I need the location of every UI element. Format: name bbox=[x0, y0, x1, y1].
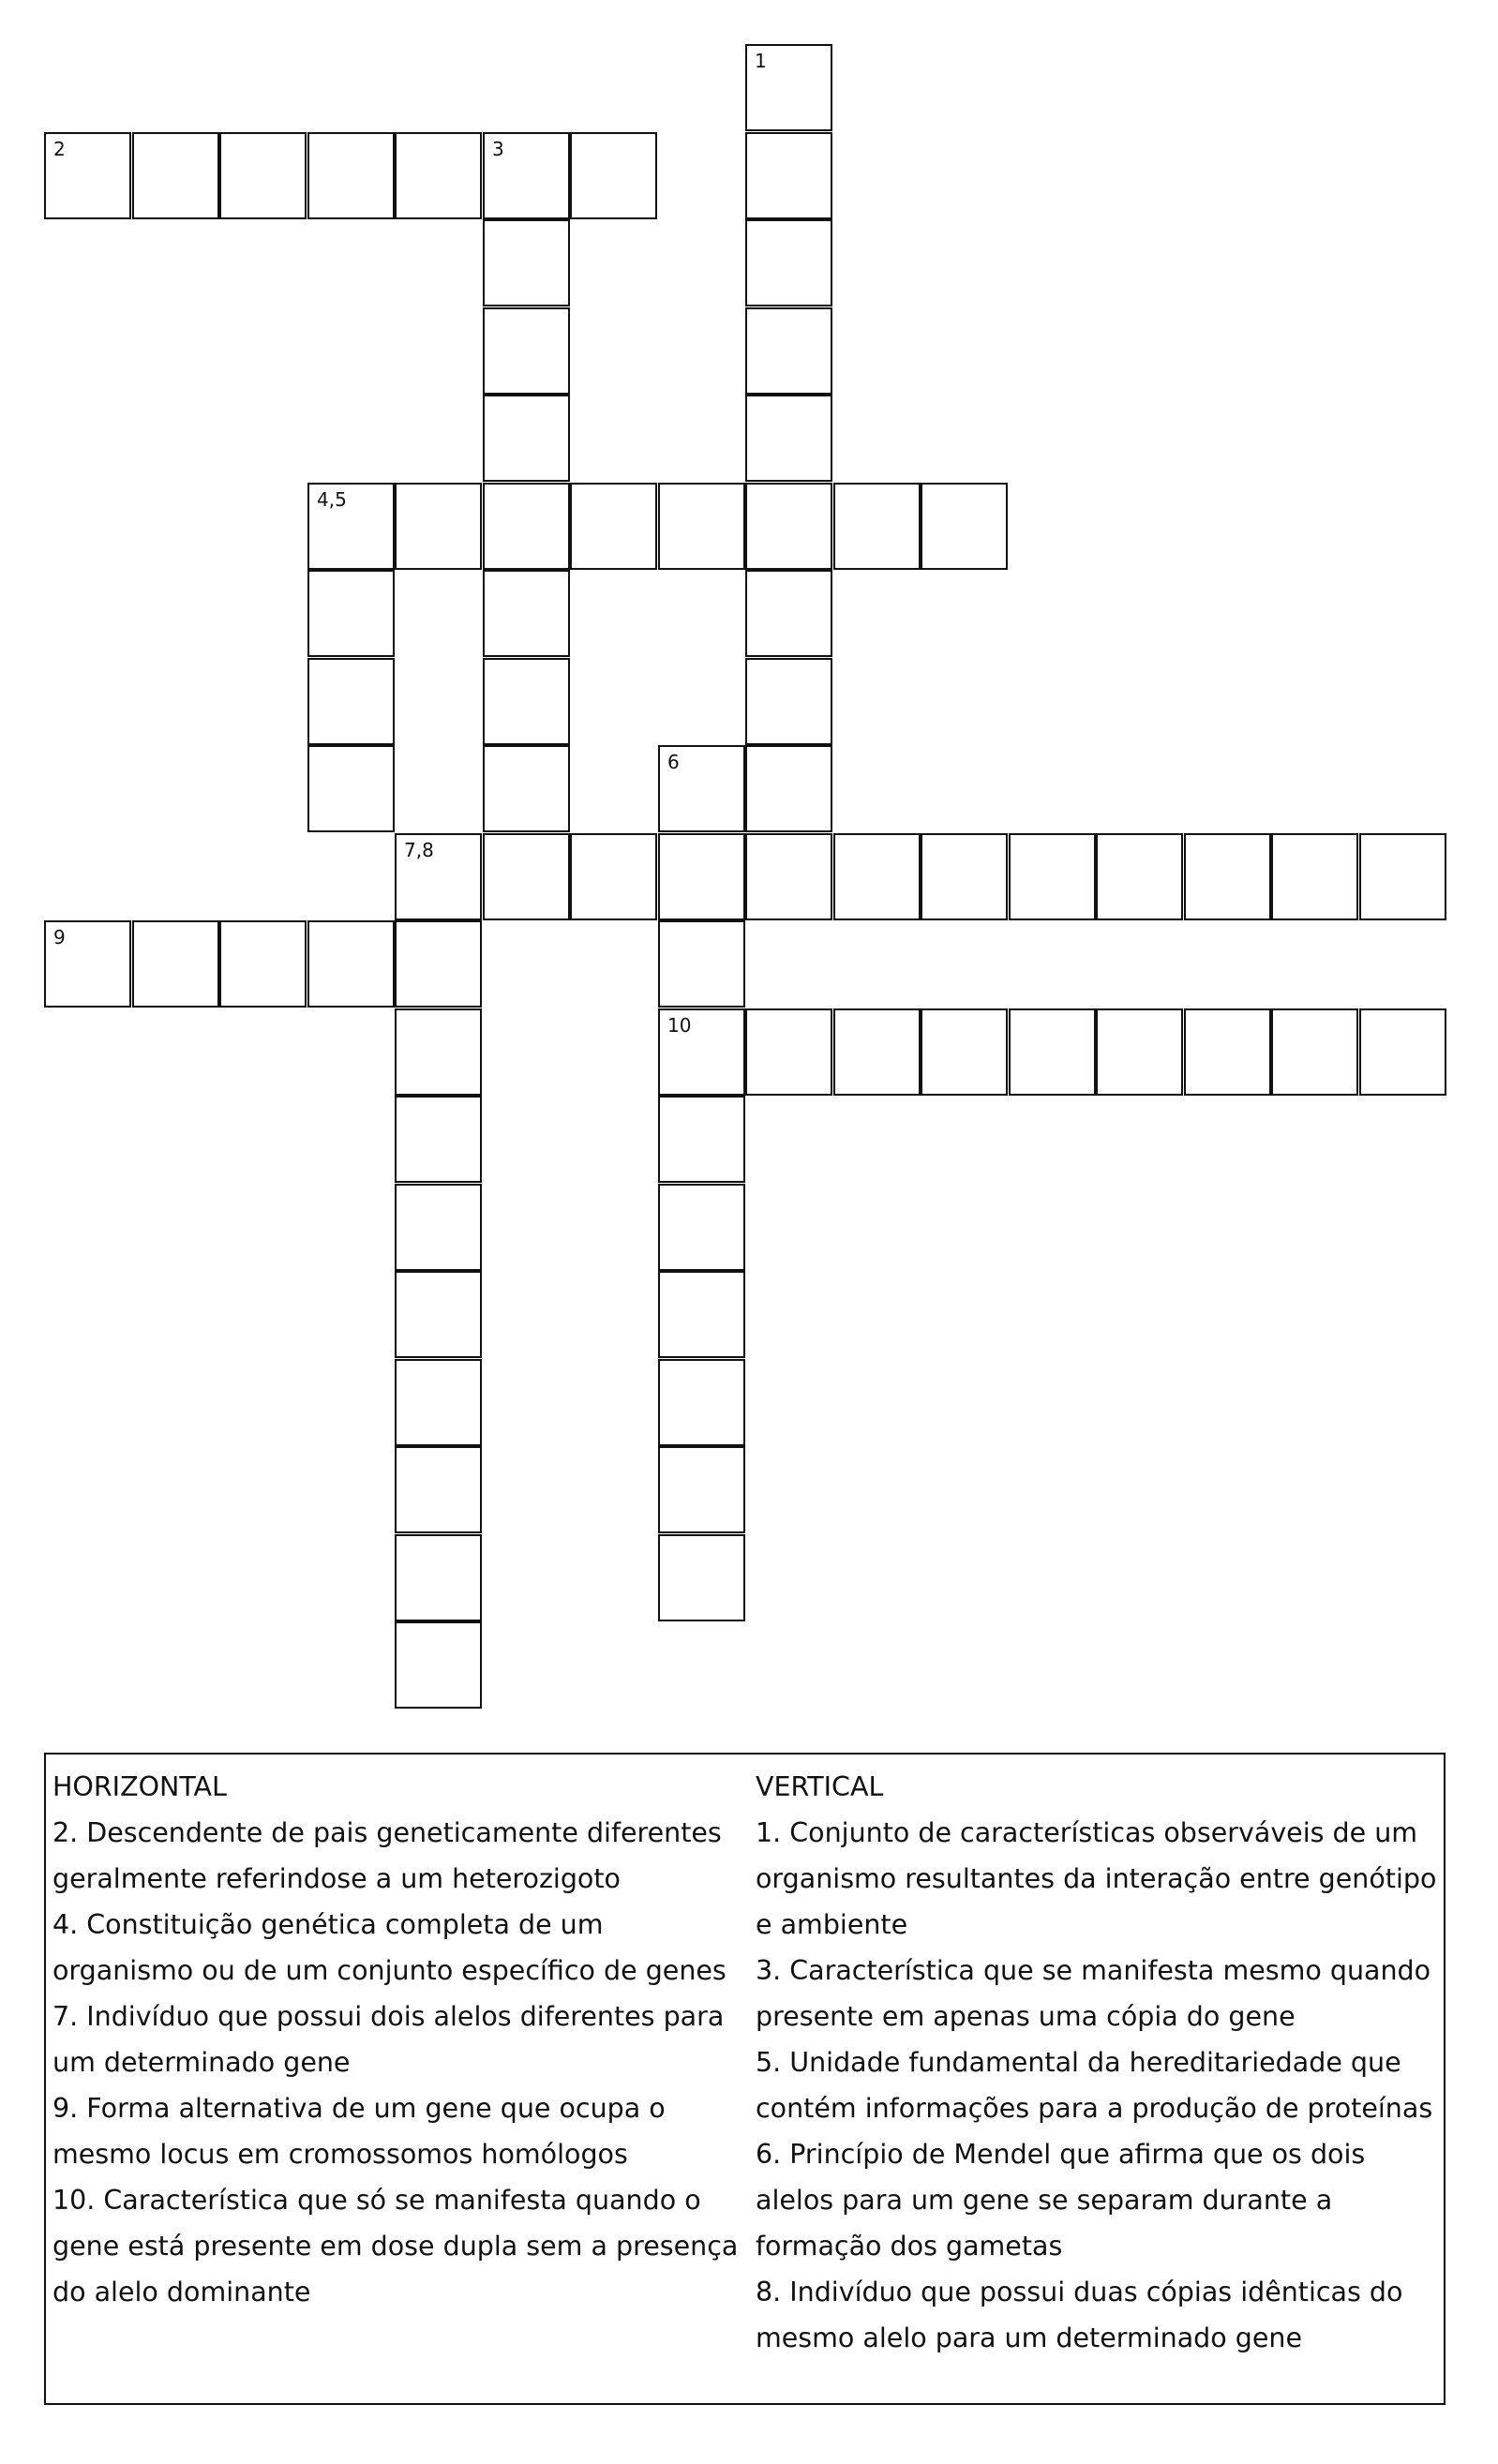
crossword-cell[interactable] bbox=[658, 483, 745, 570]
crossword-cell[interactable] bbox=[745, 132, 832, 219]
crossword-cell[interactable] bbox=[395, 1534, 482, 1621]
crossword-cell[interactable] bbox=[395, 1008, 482, 1096]
crossword-cell[interactable] bbox=[307, 745, 395, 832]
crossword-cell[interactable] bbox=[658, 1184, 745, 1271]
crossword-cell[interactable] bbox=[395, 1184, 482, 1271]
vertical-clues bbox=[756, 1764, 1440, 2361]
crossword-cell[interactable] bbox=[570, 132, 657, 219]
crossword-cell[interactable] bbox=[483, 658, 570, 745]
crossword-cell[interactable] bbox=[921, 483, 1008, 570]
crossword-cell[interactable] bbox=[307, 570, 395, 657]
crossword-cell[interactable] bbox=[132, 132, 219, 219]
clue-number-label: 3 bbox=[492, 138, 504, 160]
crossword-cell[interactable] bbox=[483, 219, 570, 306]
clue-number-label: 2 bbox=[53, 138, 66, 160]
crossword-cell[interactable] bbox=[395, 833, 482, 920]
crossword-cell[interactable] bbox=[395, 1446, 482, 1533]
crossword-cell[interactable] bbox=[658, 1446, 745, 1533]
crossword-cell[interactable] bbox=[658, 745, 745, 832]
crossword-cell[interactable] bbox=[483, 307, 570, 395]
crossword-cell[interactable] bbox=[395, 920, 482, 1008]
clue-h-9: 9. Forma alternativa de um gene que ocupa o mesmo locus em cromossomos homólogos bbox=[52, 2093, 666, 2170]
crossword-cell[interactable] bbox=[307, 920, 395, 1008]
crossword-cell[interactable] bbox=[745, 395, 832, 482]
crossword-cell[interactable] bbox=[395, 1621, 482, 1709]
crossword-cell[interactable] bbox=[658, 1359, 745, 1446]
crossword-cell[interactable] bbox=[307, 132, 395, 219]
crossword-cell[interactable] bbox=[921, 833, 1008, 920]
clue-number-label: 9 bbox=[53, 926, 66, 948]
crossword-cell[interactable] bbox=[1359, 1008, 1446, 1096]
crossword-cell[interactable] bbox=[483, 395, 570, 482]
crossword-cell[interactable] bbox=[833, 833, 921, 920]
crossword-cell[interactable] bbox=[658, 1534, 745, 1621]
clue-h-2: 2. Descendente de pais geneticamente diferentes geralmente referindose a um heterozigoto bbox=[52, 1817, 722, 1894]
crossword-cell[interactable] bbox=[921, 1008, 1008, 1096]
crossword-cell[interactable] bbox=[658, 1271, 745, 1358]
crossword-cell[interactable] bbox=[1096, 833, 1183, 920]
crossword-cell[interactable] bbox=[658, 833, 745, 920]
clue-number-label: 1 bbox=[755, 50, 767, 72]
crossword-cell[interactable] bbox=[833, 483, 921, 570]
clue-number-label: 4,5 bbox=[317, 488, 347, 511]
crossword-cell[interactable] bbox=[1271, 833, 1358, 920]
crossword-cell[interactable] bbox=[658, 1096, 745, 1183]
crossword-cell[interactable] bbox=[1009, 1008, 1096, 1096]
crossword-cell[interactable] bbox=[1184, 1008, 1271, 1096]
crossword-cell[interactable] bbox=[745, 658, 832, 745]
clue-h-4: 4. Constituição genética completa de um organismo ou de um conjunto específico de genes bbox=[52, 1909, 727, 1986]
crossword-cell[interactable] bbox=[745, 1008, 832, 1096]
crossword-cell[interactable] bbox=[132, 920, 219, 1008]
crossword-cell[interactable] bbox=[395, 1359, 482, 1446]
clue-v-5: 5. Unidade fundamental da hereditariedade que contém informações para a produção de proteínas bbox=[756, 2047, 1433, 2124]
crossword-cell[interactable] bbox=[44, 920, 131, 1008]
horizontal-clues bbox=[52, 1764, 751, 2315]
clue-v-3: 3. Característica que se manifesta mesmo quando presente em apenas uma cópia do gene bbox=[756, 1955, 1431, 2032]
crossword-cell[interactable] bbox=[745, 833, 832, 920]
clue-h-7: 7. Indivíduo que possui dois alelos diferentes para um determinado gene bbox=[52, 2001, 725, 2078]
crossword-cell[interactable] bbox=[483, 483, 570, 570]
vertical-heading: VERTICAL bbox=[756, 1771, 884, 1802]
crossword-cell[interactable] bbox=[219, 132, 307, 219]
clue-number-label: 6 bbox=[667, 751, 680, 773]
crossword-cell[interactable] bbox=[745, 483, 832, 570]
crossword-cell[interactable] bbox=[1359, 833, 1446, 920]
crossword-cell[interactable] bbox=[395, 483, 482, 570]
crossword-cell[interactable] bbox=[745, 745, 832, 832]
crossword-cell[interactable] bbox=[570, 833, 657, 920]
crossword-cell[interactable] bbox=[483, 570, 570, 657]
clue-h-10: 10. Característica que só se manifesta quando o gene está presente em dose dupla sem a presença do alelo dominante bbox=[52, 2185, 739, 2307]
clues-box bbox=[44, 1753, 1446, 2405]
crossword-cell[interactable] bbox=[745, 307, 832, 395]
crossword-cell[interactable] bbox=[1096, 1008, 1183, 1096]
clue-v-6: 6. Princípio de Mendel que afirma que os dois alelos para um gene se separam durante a formação dos gametas bbox=[756, 2139, 1366, 2262]
crossword-cell[interactable] bbox=[395, 1096, 482, 1183]
crossword-cell[interactable] bbox=[745, 570, 832, 657]
crossword-cell[interactable] bbox=[833, 1008, 921, 1096]
crossword-cell[interactable] bbox=[1184, 833, 1271, 920]
clue-v-8: 8. Indivíduo que possui duas cópias idênticas do mesmo alelo para um determinado gene bbox=[756, 2277, 1403, 2353]
crossword-cell[interactable] bbox=[395, 1271, 482, 1358]
crossword-cell[interactable] bbox=[307, 483, 395, 570]
crossword-cell[interactable] bbox=[483, 833, 570, 920]
crossword-cell[interactable] bbox=[483, 132, 570, 219]
crossword-cell[interactable] bbox=[1009, 833, 1096, 920]
crossword-cell[interactable] bbox=[483, 745, 570, 832]
crossword-cell[interactable] bbox=[307, 658, 395, 745]
crossword-cell[interactable] bbox=[658, 920, 745, 1008]
crossword-cell[interactable] bbox=[395, 132, 482, 219]
crossword-cell[interactable] bbox=[219, 920, 307, 1008]
crossword-cell[interactable] bbox=[44, 132, 131, 219]
horizontal-heading: HORIZONTAL bbox=[52, 1771, 227, 1802]
crossword-cell[interactable] bbox=[658, 1008, 745, 1096]
clue-number-label: 7,8 bbox=[404, 839, 434, 861]
crossword-cell[interactable] bbox=[745, 219, 832, 306]
clue-v-1: 1. Conjunto de características observáveis de um organismo resultantes da interação entre genótipo e ambiente bbox=[756, 1817, 1437, 1940]
crossword-cell[interactable] bbox=[745, 44, 832, 131]
clue-number-label: 10 bbox=[667, 1014, 692, 1037]
crossword-cell[interactable] bbox=[570, 483, 657, 570]
crossword-cell[interactable] bbox=[1271, 1008, 1358, 1096]
